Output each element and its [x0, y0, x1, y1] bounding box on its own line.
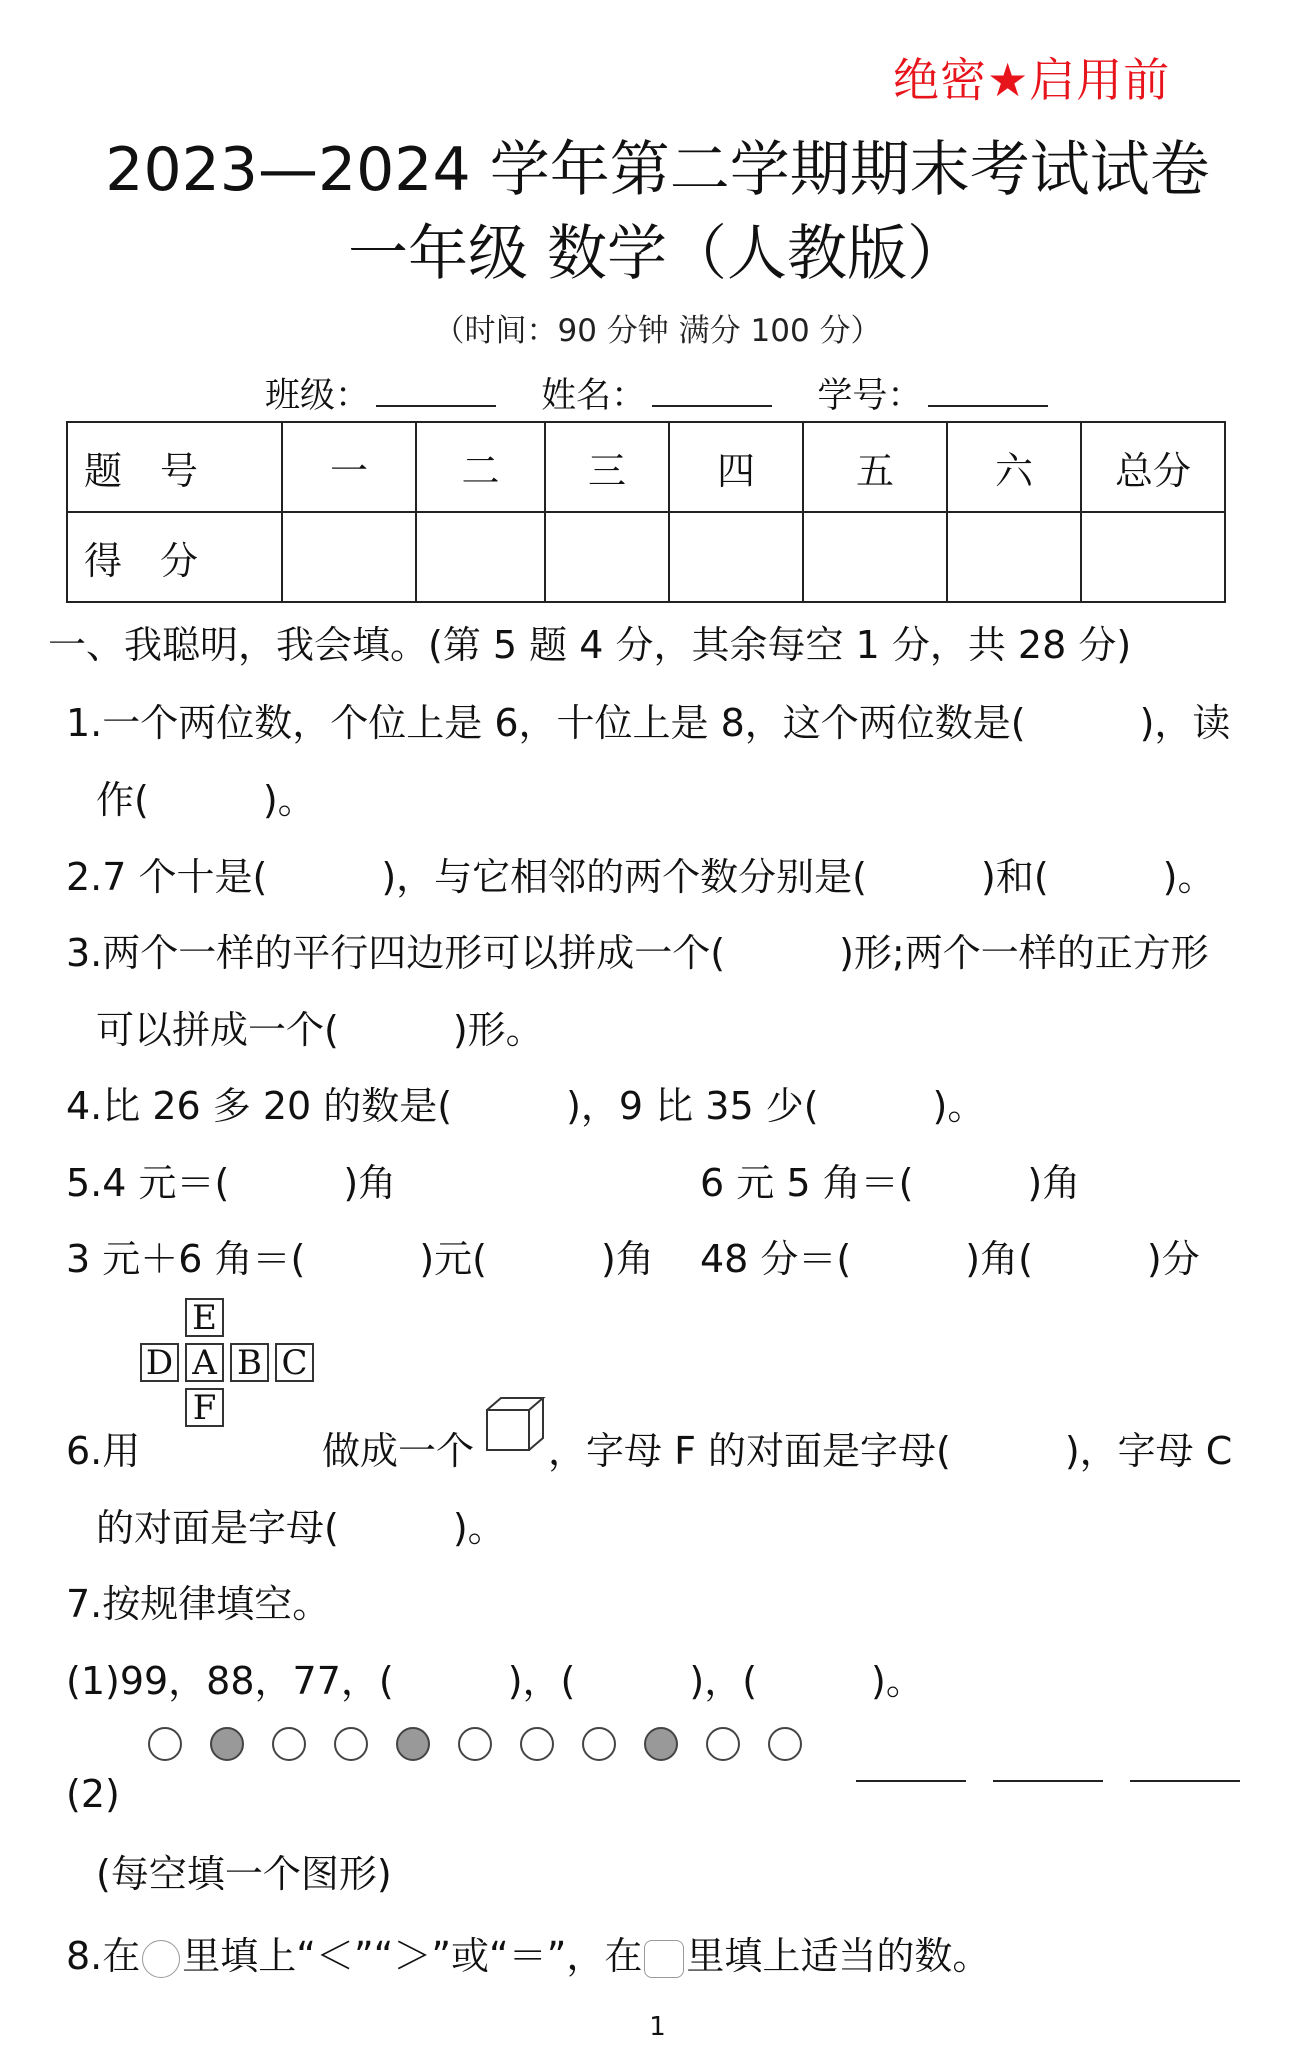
- net-cell-left: D: [140, 1343, 179, 1382]
- score-cell-6[interactable]: [947, 512, 1081, 602]
- empty-circle-icon: [520, 1727, 554, 1761]
- col-2: 二: [416, 422, 545, 512]
- number-blank[interactable]: [928, 375, 1048, 407]
- filled-circle-icon: [210, 1727, 244, 1761]
- empty-circle-icon: [148, 1727, 182, 1761]
- question-7-1: (1)99，88，77，( )，( )，( )。: [66, 1659, 924, 1703]
- col-total: 总分: [1081, 422, 1225, 512]
- question-1-line-1: 1.一个两位数，个位上是 6，十位上是 8，这个两位数是( )，读: [66, 701, 1231, 745]
- name-label: 姓名：: [541, 376, 647, 416]
- question-2: 2.7 个十是( )，与它相邻的两个数分别是( )和( )。: [66, 855, 1216, 899]
- question-7: 7.按规律填空。: [66, 1582, 331, 1626]
- score-label: 得 分: [67, 512, 282, 602]
- score-cell-3[interactable]: [545, 512, 669, 602]
- score-table-header-row: [67, 422, 1225, 512]
- question-5c: 3 元＋6 角＝( )元( )角: [66, 1237, 654, 1281]
- section-heading: 一、我聪明，我会填。(第 5 题 4 分，其余每空 1 分，共 28 分): [48, 623, 1132, 667]
- empty-circle-icon: [768, 1727, 802, 1761]
- question-6-suffix: ，字母 F 的对面是字母( )，字母 C: [548, 1429, 1233, 1473]
- net-cell-bottom: F: [185, 1388, 224, 1427]
- question-5a: 5.4 元＝( )角: [66, 1161, 397, 1205]
- empty-circle-icon: [334, 1727, 368, 1761]
- question-8-suffix: 里填上适当的数。: [686, 1934, 991, 1978]
- question-1-line-2: 作( )。: [96, 778, 316, 822]
- score-table-score-row: [67, 512, 1225, 602]
- answer-blank-2[interactable]: [993, 1780, 1103, 1782]
- empty-circle-icon: [272, 1727, 306, 1761]
- score-cell-5[interactable]: [803, 512, 947, 602]
- score-cell-1[interactable]: [282, 512, 416, 602]
- exam-time-info: （时间：90 分钟 满分 100 分）: [433, 313, 882, 349]
- question-number-label: 题 号: [67, 422, 282, 512]
- question-6-mid: 做成一个: [322, 1429, 475, 1473]
- net-cell-center: A: [185, 1343, 224, 1382]
- number-box-icon: [644, 1940, 684, 1978]
- class-label: 班级：: [265, 376, 371, 416]
- answer-blank-3[interactable]: [1130, 1780, 1240, 1782]
- empty-circle-icon: [706, 1727, 740, 1761]
- score-cell-2[interactable]: [416, 512, 545, 602]
- question-6-prefix: 6.用: [66, 1429, 141, 1473]
- question-3-line-2: 可以拼成一个( )形。: [96, 1008, 544, 1052]
- name-blank[interactable]: [652, 375, 772, 407]
- net-cell-right-1: B: [230, 1343, 269, 1382]
- empty-circle-icon: [582, 1727, 616, 1761]
- empty-circle-icon: [458, 1727, 492, 1761]
- question-3-line-1: 3.两个一样的平行四边形可以拼成一个( )形;两个一样的正方形: [66, 931, 1209, 975]
- question-4: 4.比 26 多 20 的数是( )，9 比 35 少( )。: [66, 1084, 986, 1128]
- question-8-prefix: 8.在: [66, 1934, 141, 1978]
- score-table: [66, 421, 1226, 603]
- question-6-line-2: 的对面是字母( )。: [96, 1506, 506, 1550]
- class-blank[interactable]: [376, 375, 496, 407]
- score-cell-total[interactable]: [1081, 512, 1225, 602]
- question-8: [66, 1925, 990, 1980]
- question-5d: 48 分＝( )角( )分: [700, 1237, 1200, 1281]
- col-4: 四: [669, 422, 803, 512]
- student-info-fields: [265, 368, 1082, 418]
- question-7-2-label: (2): [66, 1772, 120, 1816]
- exam-subtitle: 一年级 数学（人教版）: [347, 219, 968, 289]
- net-cell-right-2: C: [275, 1343, 314, 1382]
- page-number: 1: [649, 2012, 666, 2042]
- col-3: 三: [545, 422, 669, 512]
- score-cell-4[interactable]: [669, 512, 803, 602]
- number-label: 学号：: [817, 376, 923, 416]
- filled-circle-icon: [644, 1727, 678, 1761]
- question-7-2-note: (每空填一个图形): [96, 1852, 392, 1896]
- compare-circle-icon: [142, 1940, 180, 1978]
- answer-blank-1[interactable]: [856, 1780, 966, 1782]
- col-1: 一: [282, 422, 416, 512]
- col-6: 六: [947, 422, 1081, 512]
- cube-icon: [485, 1396, 547, 1452]
- filled-circle-icon: [396, 1727, 430, 1761]
- question-8-mid: 里填上“＜”“＞”或“＝”，在: [182, 1934, 643, 1978]
- net-cell-top: E: [185, 1298, 224, 1337]
- confidential-mark: 绝密★启用前: [893, 53, 1171, 107]
- question-5b: 6 元 5 角＝( )角: [700, 1161, 1081, 1205]
- exam-title: 2023—2024 学年第二学期期末考试试卷: [105, 135, 1210, 205]
- col-5: 五: [803, 422, 947, 512]
